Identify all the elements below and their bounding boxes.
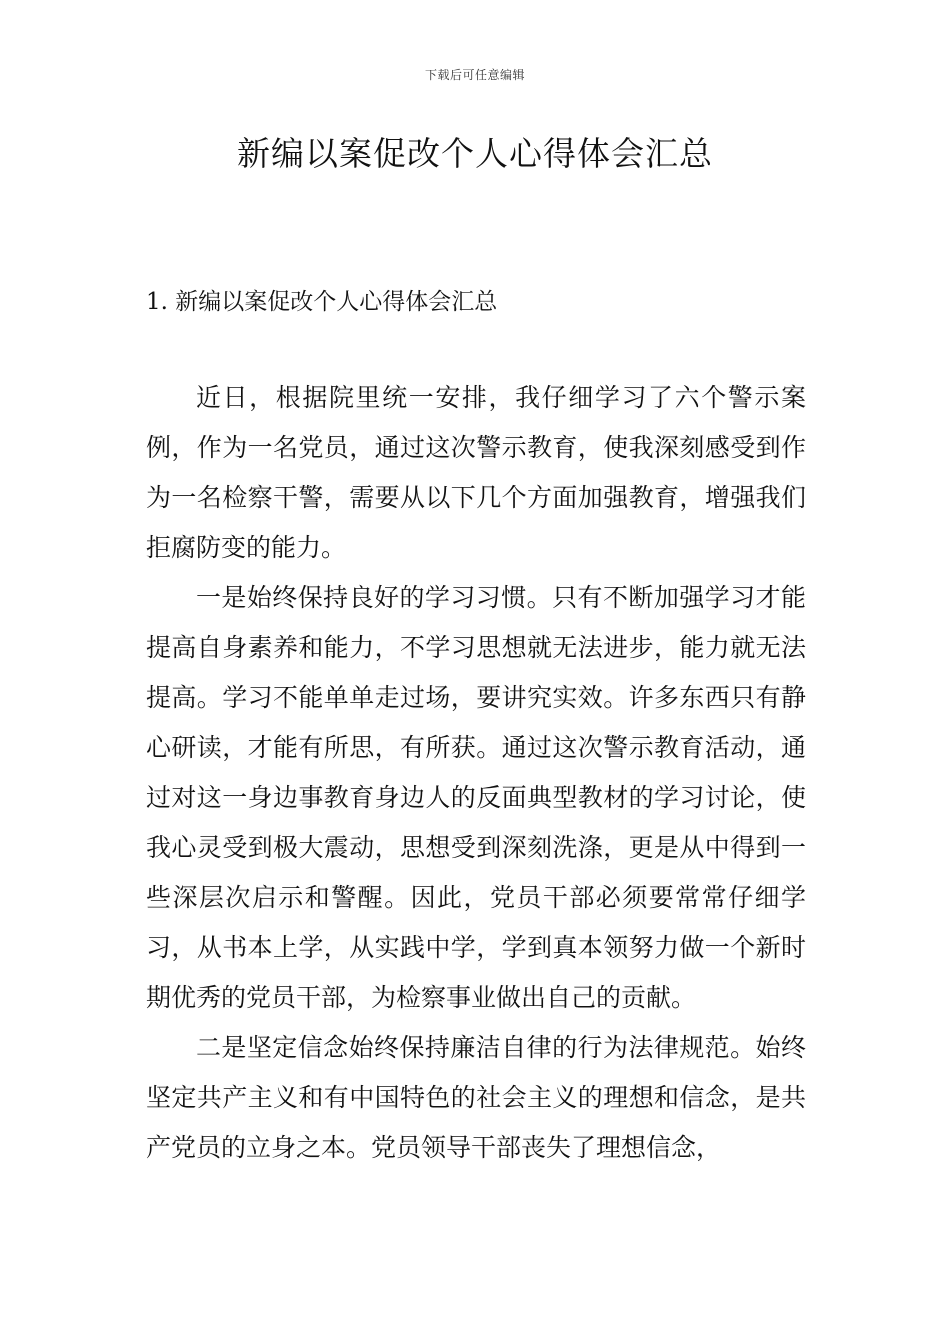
paragraph-intro: 近日，根据院里统一安排，我仔细学习了六个警示案例，作为一名党员，通过这次警示教育，使我深刻感受到作为一名检察干警，需要从以下几个方面加强教育，增强我们拒腐防变的能力。 bbox=[146, 383, 806, 562]
header-note: 下载后可任意编辑 bbox=[424, 68, 525, 82]
paragraph-point-two: 二是坚定信念始终保持廉洁自律的行为法律规范。始终坚定共产主义和有中国特色的社会主义的理想和信念，是共产党员的立身之本。党员领导干部丧失了理想信念， bbox=[146, 1033, 806, 1162]
document-title: 新编以案促改个人心得体会汇总 bbox=[237, 134, 713, 173]
section-heading: 1. 新编以案促改个人心得体会汇总 bbox=[146, 289, 498, 315]
paragraph-point-one: 一是始终保持良好的学习习惯。只有不断加强学习才能提高自身素养和能力，不学习思想就无法进步，能力就无法提高。学习不能单单走过场，要讲究实效。许多东西只有静心研读，才能有所思，有所获。通过这次警示教育活动，通过对这一身边事教育身边人的反面典型教材的学习讨论，使我心灵受到极大震动，思想受到深刻洗涤，更是从中得到一些深层次启示和警醒。因此，党员干部必须要常常仔细学习，从书本上学，从实践中学，学到真本领努力做一个新时期优秀的党员干部，为检察事业做出自己的贡献。 bbox=[146, 583, 806, 1012]
body-text bbox=[146, 373, 806, 1173]
